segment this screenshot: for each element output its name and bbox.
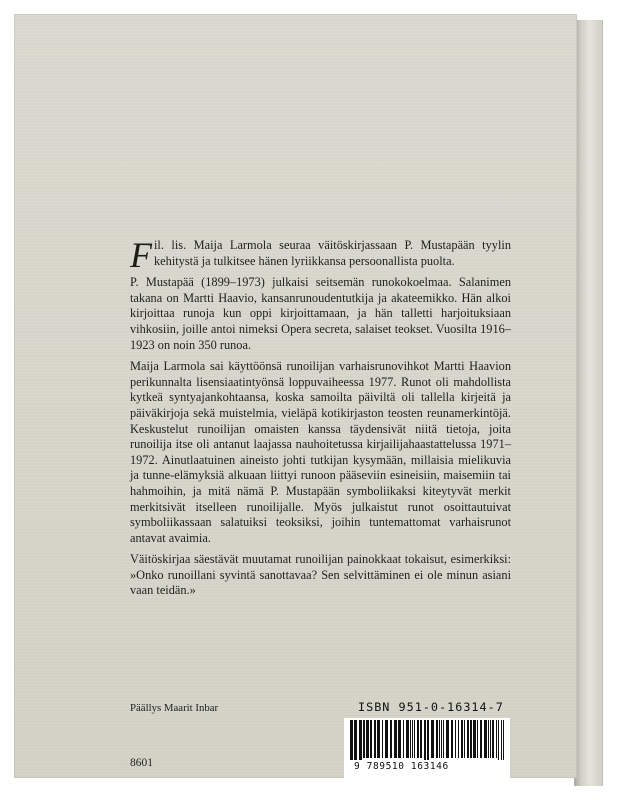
barcode-bar <box>470 720 472 758</box>
barcode-bar <box>488 720 489 758</box>
barcode-bar <box>363 720 365 758</box>
blurb-paragraph-1: Fil. lis. Maija Larmola seuraa väitöskirjassaan P. Mustapään tyylin kehitystä ja tulkitsee hänen lyriikkansa persoonallista puolta. <box>130 235 511 275</box>
barcode-bar <box>492 720 494 758</box>
barcode-bar <box>467 720 469 758</box>
barcode-bar <box>477 720 478 758</box>
barcode-bar <box>394 720 397 758</box>
barcode-bar <box>431 720 434 758</box>
barcode-bar <box>458 720 459 758</box>
blurb-paragraph-3: Maija Larmola sai käyttöönsä runoilijan varhaisrunovihkot Martti Haavion perikunnalta lisensiaatintyönsä loppuvaiheessa 1977. Runot oli mahdollista kytkeä syntyajankohtaansa, koska samoilta päiviltä oli tallella kirjeitä ja päiväkirjoja sekä muistelmia, vieläpä kotikirjaston teosten reunamerkintöjä. Keskustelut runoilijan omaisten kanssa täydensivät niitä tietoja, joita runoilija itse oli antanut laajassa nauhoitetussa kirjailijahaastattelussa 1971–1972. Ainutlaatuinen aineisto johti tutkijan kysymään, millaisia mielikuvia ja tunne-elämyksiä alkuaan liittyi runoon pääseviin esineisiin, maisemiin tai hahmoihin, ja mitä nämä P. Mustapään symboliikaksi kiteytyvät merkit merkitsivät itselleen runoilijalle. Myös julkaistut runot osoittautuivat symboliikassaan salatuiksi teoksiksi, joihin tuntemattomat varhaisrunot antavat avaimia. <box>130 359 511 545</box>
barcode-bar <box>350 720 353 760</box>
book-back-cover <box>14 14 602 786</box>
barcode-bar <box>498 720 499 760</box>
drop-cap: F <box>130 235 152 275</box>
barcode-bar <box>390 720 392 758</box>
barcode-bar <box>359 720 362 760</box>
barcode-bar <box>455 720 456 758</box>
barcode-bar <box>412 720 413 758</box>
isbn-label: ISBN 951-0-16314-7 <box>358 700 504 714</box>
barcode-bar <box>464 720 465 758</box>
barcode-bar <box>374 720 376 758</box>
barcode-bar <box>451 720 453 758</box>
barcode-bar <box>501 720 502 760</box>
blurb-paragraph-4: Väitöskirjaa säestävät muutamat runoilijan painokkaat tokaisut, esimerkiksi: »Onko runoillani syvintä sanottavaa? Sen selvittäminen ei ole minun asiani vaan teidän.» <box>130 552 511 598</box>
barcode-bar <box>424 720 426 760</box>
barcode-bar <box>385 720 388 758</box>
blurb-paragraph-2: P. Mustapää (1899–1973) julkaisi seitsemän runokokoelmaa. Salanimen takana on Martti Haavio, kansanrunoudentutkija ja akateemikko. Hän alkoi kirjoittaa runoja kun oppi kirjoittamaan, ja hän talletti harjoituksiaan vihkosiin, joille antoi nimeksi Opera secreta, salaiset teokset. Vuosilta 1916–1923 on noin 350 runoa. <box>130 275 511 352</box>
barcode-number: 9 789510 163146 <box>354 761 449 772</box>
barcode-bar <box>439 720 440 758</box>
barcode-bar <box>496 720 497 758</box>
barcode-bar <box>414 720 415 758</box>
barcode-bar <box>443 720 444 758</box>
back-cover-blurb <box>130 235 511 605</box>
book-spine-edge <box>574 20 603 786</box>
barcode-bar <box>354 720 357 760</box>
barcode-bar <box>441 720 442 758</box>
barcode-bar <box>417 720 419 758</box>
barcode-bar <box>427 720 429 760</box>
barcode-bar <box>503 720 504 760</box>
barcode-bar <box>461 720 463 758</box>
barcode-bar <box>366 720 369 758</box>
barcode-bar <box>406 720 409 758</box>
product-code: 8601 <box>130 757 153 769</box>
barcode-bar <box>377 720 380 758</box>
barcode-bar <box>473 720 476 758</box>
barcode-bar <box>484 720 487 758</box>
barcode-bar <box>382 720 383 758</box>
barcode-bar <box>398 720 401 758</box>
barcode-bar <box>420 720 422 758</box>
barcode-bars <box>344 718 510 760</box>
barcode-bar <box>446 720 449 758</box>
barcode-bar <box>410 720 411 758</box>
barcode-bar <box>436 720 438 758</box>
cover-design-credit: Päällys Maarit Inbar <box>130 702 219 714</box>
barcode-bar <box>370 720 372 758</box>
barcode-bar <box>403 720 404 758</box>
barcode-bar <box>480 720 482 758</box>
barcode-bar <box>490 720 491 758</box>
